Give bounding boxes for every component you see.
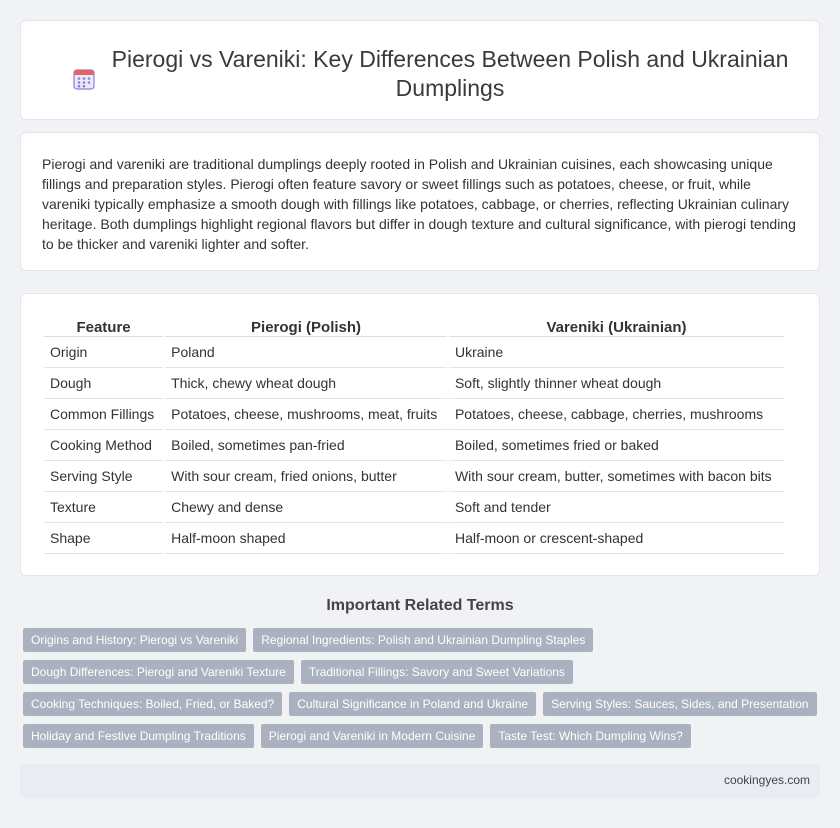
related-term-tag[interactable]: Cooking Techniques: Boiled, Fried, or Baked? — [23, 692, 282, 716]
related-term-tag[interactable]: Regional Ingredients: Polish and Ukrainian Dumpling Staples — [253, 628, 593, 652]
related-term-tag[interactable]: Cultural Significance in Poland and Ukraine — [289, 692, 536, 716]
table-row — [44, 337, 784, 368]
table-cell: Cooking Method — [44, 430, 163, 461]
header-feature: Feature — [44, 314, 163, 337]
footer — [20, 764, 820, 798]
table-row — [44, 492, 784, 523]
table-cell: Soft, slightly thinner wheat dough — [449, 368, 784, 399]
related-term-tag[interactable]: Holiday and Festive Dumpling Traditions — [23, 724, 254, 748]
table-cell: Boiled, sometimes pan-fried — [165, 430, 447, 461]
related-term-tag[interactable]: Taste Test: Which Dumpling Wins? — [490, 724, 691, 748]
table-cell: Soft and tender — [449, 492, 784, 523]
table-row — [44, 368, 784, 399]
related-terms-heading: Important Related Terms — [326, 597, 514, 614]
tag-row — [23, 724, 823, 748]
header-vareniki: Vareniki (Ukrainian) — [449, 314, 784, 337]
table-cell: Ukraine — [449, 337, 784, 368]
footer-site-link[interactable]: cookingyes.com — [723, 773, 810, 787]
table-row — [44, 430, 784, 461]
tag-row — [23, 660, 823, 684]
related-term-tag[interactable]: Traditional Fillings: Savory and Sweet Variations — [301, 660, 573, 684]
table-cell: Texture — [44, 492, 163, 523]
intro-card — [20, 132, 820, 271]
table-cell: Chewy and dense — [165, 492, 447, 523]
page-title: Pierogi vs Vareniki: Key Differences Between Polish and Ukrainian Dumplings — [111, 46, 789, 101]
table-cell: Serving Style — [44, 461, 163, 492]
table-header-row — [44, 314, 784, 337]
table-cell: Common Fillings — [44, 399, 163, 430]
related-terms-list — [23, 628, 823, 756]
table-cell: Half-moon or crescent-shaped — [449, 523, 784, 554]
table-row — [44, 399, 784, 430]
related-term-tag[interactable]: Serving Styles: Sauces, Sides, and Presentation — [543, 692, 816, 716]
related-term-tag[interactable]: Origins and History: Pierogi vs Vareniki — [23, 628, 246, 652]
table-cell: Thick, chewy wheat dough — [165, 368, 447, 399]
table-cell: Boiled, sometimes fried or baked — [449, 430, 784, 461]
table-cell: Poland — [165, 337, 447, 368]
table-cell: Dough — [44, 368, 163, 399]
table-cell: Origin — [44, 337, 163, 368]
tag-row — [23, 692, 823, 716]
comparison-table — [42, 314, 786, 554]
tag-row — [23, 628, 823, 652]
table-row — [44, 523, 784, 554]
title-card — [20, 20, 820, 120]
table-cell: Shape — [44, 523, 163, 554]
table-row — [44, 461, 784, 492]
related-term-tag[interactable]: Dough Differences: Pierogi and Vareniki Texture — [23, 660, 294, 684]
table-cell: Potatoes, cheese, cabbage, cherries, mushrooms — [449, 399, 784, 430]
table-cell: Half-moon shaped — [165, 523, 447, 554]
table-cell: Potatoes, cheese, mushrooms, meat, fruits — [165, 399, 447, 430]
table-cell: With sour cream, fried onions, butter — [165, 461, 447, 492]
related-term-tag[interactable]: Pierogi and Vareniki in Modern Cuisine — [261, 724, 484, 748]
comparison-table-card — [20, 293, 820, 576]
intro-paragraph: Pierogi and vareniki are traditional dumplings deeply rooted in Polish and Ukrainian cuisines, each showcasing unique fillings and preparation styles. Pierogi often feature savory or sweet fillings such as potatoes, cheese, or fruit, while vareniki typically emphasize a smooth dough with fillings like potatoes, cabbage, or cherries, reflecting Ukrainian culinary heritage. Both dumplings highlight regional flavors but differ in dough texture and cultural significance, with pierogi tending to be thicker and vareniki lighter and softer. — [42, 156, 796, 252]
table-cell: With sour cream, butter, sometimes with bacon bits — [449, 461, 784, 492]
header-pierogi: Pierogi (Polish) — [165, 314, 447, 337]
